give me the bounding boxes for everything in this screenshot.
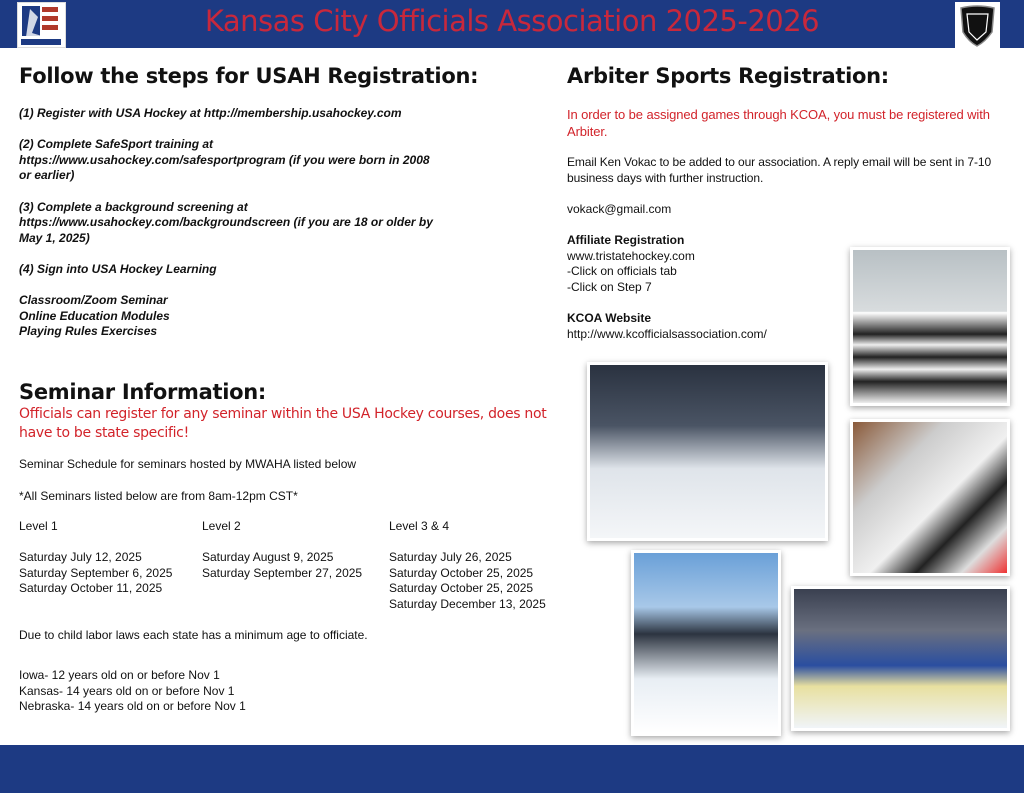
seminar-heading: Seminar Information: bbox=[19, 380, 266, 404]
seminar-date: Saturday July 26, 2025 bbox=[389, 550, 512, 565]
referee-photo-female bbox=[850, 247, 1010, 406]
seminar-date: Saturday October 25, 2025 bbox=[389, 581, 534, 596]
referee-linesman-photo bbox=[850, 419, 1010, 576]
seminar-date: Saturday October 25, 2025 bbox=[389, 565, 534, 580]
level-label: Level 2 bbox=[202, 519, 241, 533]
schedule-intro: Seminar Schedule for seminars hosted by MWAHA listed below bbox=[19, 457, 357, 471]
seminar-notice: Officials can register for any seminar within the USA Hockey courses, does not have to be state specific! bbox=[19, 406, 547, 441]
step-4: (4) Sign into USA Hockey Learning bbox=[19, 261, 217, 276]
level-label: Level 1 bbox=[19, 519, 58, 533]
time-note: *All Seminars listed below are from 8am-12pm CST* bbox=[19, 489, 298, 503]
arbiter-notice: In order to be assigned games through KCOA, you must be registered with Arbiter. bbox=[567, 107, 990, 139]
affiliate-step: -Click on officials tab bbox=[567, 264, 677, 279]
footer-band bbox=[0, 745, 1024, 793]
level-2-column bbox=[202, 519, 362, 581]
seminar-date: Saturday July 12, 2025 bbox=[19, 550, 142, 565]
officials-arena-photo bbox=[587, 362, 828, 541]
learning-item: Playing Rules Exercises bbox=[19, 324, 158, 339]
learning-item: Online Education Modules bbox=[19, 308, 170, 323]
seminar-date: Saturday September 27, 2025 bbox=[202, 565, 363, 580]
step-3: (3) Complete a background screening at https://www.usahockey.com/backgroundscreen (if you are 18 or older by May 1, 2025) bbox=[19, 199, 433, 245]
contact-email[interactable]: vokack@gmail.com bbox=[567, 202, 672, 216]
level-1-column bbox=[19, 519, 172, 597]
website-heading: KCOA Website bbox=[567, 310, 652, 325]
olympic-officials-photo bbox=[631, 550, 781, 736]
usah-heading: Follow the steps for USAH Registration: bbox=[19, 64, 479, 88]
affiliate-heading: Affiliate Registration bbox=[567, 233, 685, 247]
arbiter-heading: Arbiter Sports Registration: bbox=[567, 64, 889, 88]
usah-steps bbox=[19, 106, 439, 340]
affiliate-link[interactable]: www.tristatehockey.com bbox=[567, 248, 695, 263]
affiliate-step: -Click on Step 7 bbox=[567, 279, 652, 294]
step-1: (1) Register with USA Hockey at http://membership.usahockey.com bbox=[19, 106, 402, 120]
age-item: Nebraska- 14 years old on or before Nov 1 bbox=[19, 699, 246, 714]
age-item: Kansas- 14 years old on or before Nov 1 bbox=[19, 683, 235, 698]
nhl-shield-logo bbox=[955, 2, 1000, 48]
seminar-date: Saturday August 9, 2025 bbox=[202, 550, 334, 565]
faceoff-photo bbox=[791, 586, 1010, 731]
page-title: Kansas City Officials Association 2025-2026 bbox=[204, 4, 820, 38]
step-2: (2) Complete SafeSport training at https://www.usahockey.com/safesportprogram (if you were born in 2008 or earlier) bbox=[19, 137, 430, 183]
level-label: Level 3 & 4 bbox=[389, 519, 450, 533]
seminar-date: Saturday December 13, 2025 bbox=[389, 596, 546, 611]
website-link[interactable]: http://www.kcofficialsassociation.com/ bbox=[567, 326, 767, 341]
learning-item: Classroom/Zoom Seminar bbox=[19, 293, 168, 308]
email-instructions: Email Ken Vokac to be added to our association. A reply email will be sent in 7-10 business days with further instruction. bbox=[567, 155, 992, 185]
level-3-4-column bbox=[389, 519, 546, 613]
age-list bbox=[19, 668, 246, 715]
age-note: Due to child labor laws each state has a minimum age to officiate. bbox=[19, 628, 368, 642]
affiliate-section bbox=[567, 233, 767, 342]
seminar-date: Saturday October 11, 2025 bbox=[19, 581, 163, 596]
age-item: Iowa- 12 years old on or before Nov 1 bbox=[19, 668, 220, 682]
seminar-date: Saturday September 6, 2025 bbox=[19, 565, 173, 580]
